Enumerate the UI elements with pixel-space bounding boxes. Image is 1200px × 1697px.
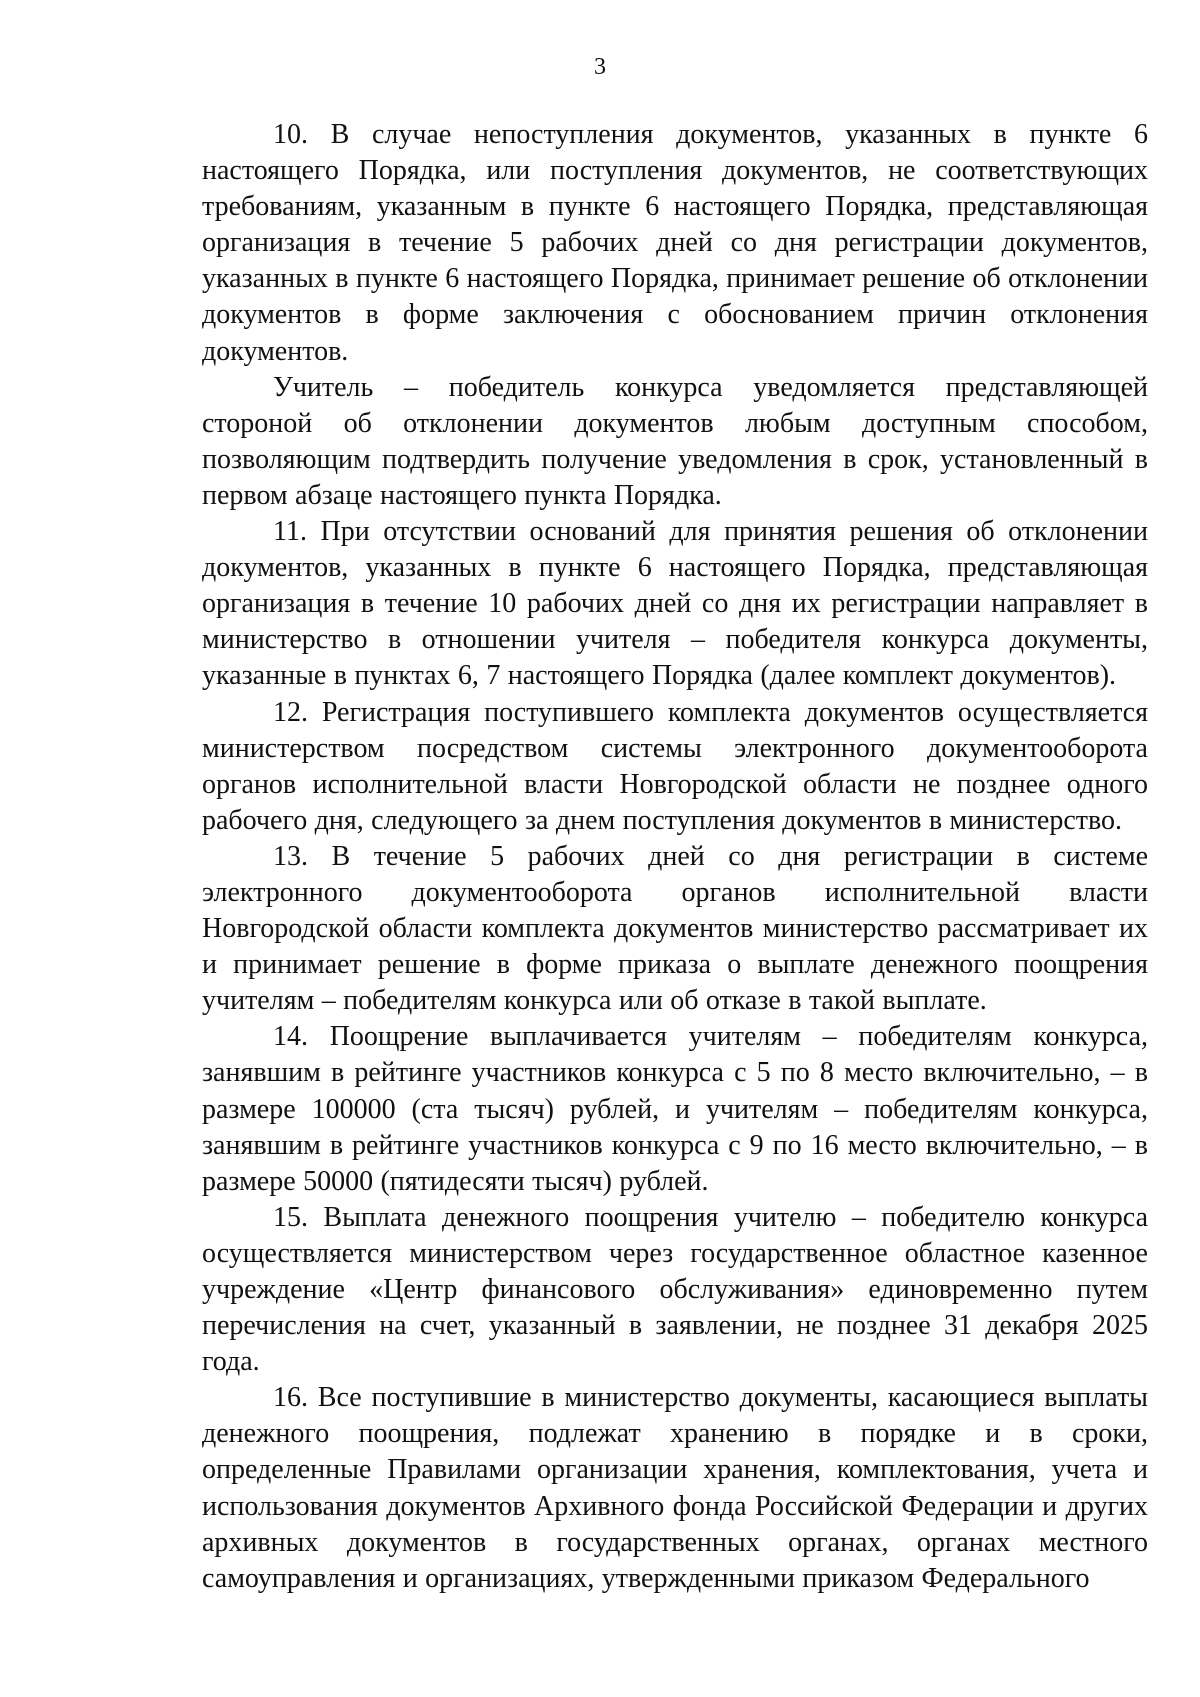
paragraph-item-13: 13. В течение 5 рабочих дней со дня регистрации в системе электронного документооборота органов исполнительной власти Новгородской области комплекта документов министерство рассматривает их и принимает решение в форме приказа о выплате денежного поощрения учителям – победителям конкурса или об отказе в такой выплате. [202, 840, 1148, 1017]
page-number: 3 [594, 54, 606, 80]
document-body [202, 117, 1148, 1597]
paragraph-item-11: 11. При отсутствии оснований для принятия решения об отклонении документов, указанных в пункте 6 настоящего Порядка, представляющая организация в течение 10 рабочих дней со дня их регистрации направляет в министерство в отношении учителя – победителя конкурса документы, указанные в пунктах 6, 7 настоящего Порядка (далее комплект документов). [202, 516, 1148, 692]
paragraph-item-14: 14. Поощрение выплачивается учителям – победителям конкурса, занявшим в рейтинге участников конкурса с 5 по 8 место включительно, – в размере 100000 (ста тысяч) рублей, и учителям – победителям конкурса, занявшим в рейтинге участников конкурса с 9 по 16 место включительно, – в размере 50000 (пятидесяти тысяч) рублей. [202, 1021, 1148, 1197]
paragraph-item-15: 15. Выплата денежного поощрения учителю – победителю конкурса осуществляется министерством через государственное областное казенное учреждение «Центр финансового обслуживания» единовременно путем перечисления на счет, указанный в заявлении, не позднее 31 декабря 2025 года. [202, 1201, 1148, 1378]
paragraph-item-16: 16. Все поступившие в министерство документы, касающиеся выплаты денежного поощрения, подлежат хранению в порядке и в сроки, определенные Правилами организации хранения, комплектования, учета и использования документов Архивного фонда Российской Федерации и других архивных документов в государственных органах, органах местного самоуправления и организациях, утвержденными приказом Федерального [202, 1382, 1148, 1594]
paragraph-item-10: 10. В случае непоступления документов, указанных в пункте 6 настоящего Порядка, или поступления документов, не соответствующих требованиям, указанным в пункте 6 настоящего Порядка, представляющая организация в течение 5 рабочих дней со дня регистрации документов, указанных в пункте 6 настоящего Порядка, принимает решение об отклонении документов в форме заключения с обоснованием причин отклонения документов. [202, 119, 1148, 367]
paragraph-teacher-notification: Учитель – победитель конкурса уведомляется представляющей стороной об отклонении документов любым доступным способом, позволяющим подтвердить получение уведомления в срок, установленный в первом абзаце настоящего пункта Порядка. [202, 371, 1148, 511]
paragraph-item-12: 12. Регистрация поступившего комплекта документов осуществляется министерством посредством системы электронного документооборота органов исполнительной власти Новгородской области не позднее одного рабочего дня, следующего за днем поступления документов в министерство. [202, 696, 1148, 836]
